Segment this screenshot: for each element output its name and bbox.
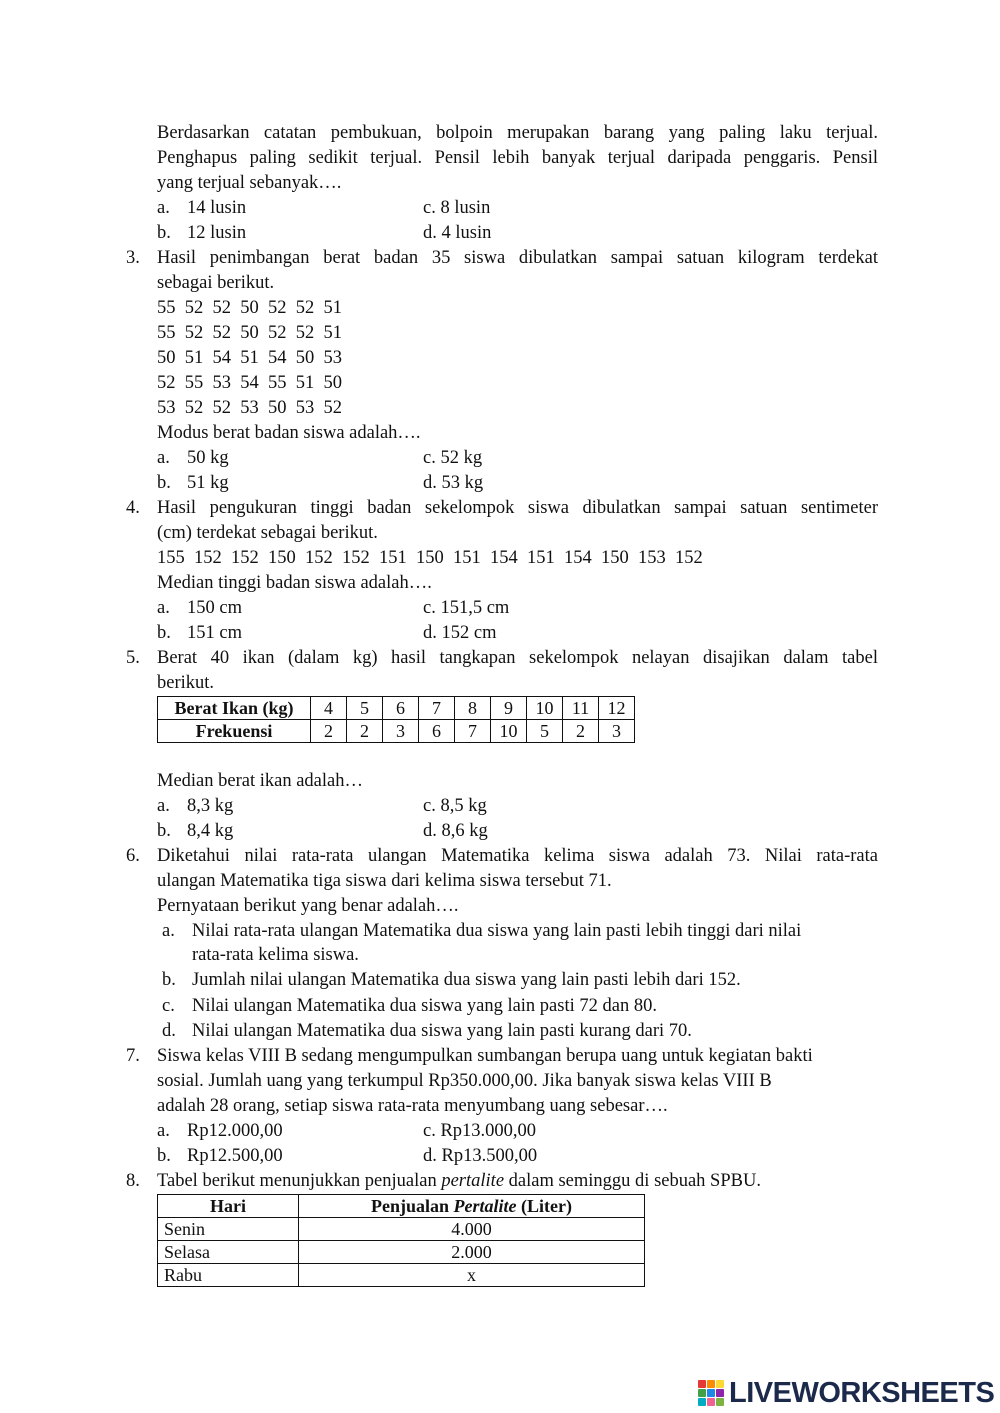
logo-square	[707, 1380, 715, 1388]
question-6-option-d[interactable]	[162, 1019, 862, 1043]
table-row	[158, 1264, 645, 1287]
table-cell: 3	[383, 720, 419, 743]
table-row	[158, 697, 635, 720]
logo-square	[716, 1398, 724, 1406]
table-cell-day: Selasa	[158, 1241, 299, 1264]
question-6-option-a[interactable]	[162, 919, 862, 967]
question-5-option-a[interactable]	[157, 794, 233, 818]
table-row-header: Frekuensi	[158, 720, 311, 743]
logo-square	[716, 1380, 724, 1388]
logo-square	[698, 1389, 706, 1397]
option-text: Rp13.500,00	[441, 1146, 538, 1166]
logo-square	[698, 1398, 706, 1406]
question-8-emphasis: pertalite	[441, 1171, 505, 1191]
question-6-option-b[interactable]	[162, 968, 862, 992]
question-4-option-d[interactable]	[423, 621, 496, 645]
option-text: Rp13.000,00	[440, 1121, 537, 1141]
question-6-line-2: ulangan Matematika tiga siswa dari kelima siswa tersebut 71.	[157, 871, 612, 891]
table-cell: 7	[455, 720, 491, 743]
table-cell: 10	[491, 720, 527, 743]
option-letter: d.	[423, 473, 437, 493]
column-header-unit: (Liter)	[516, 1196, 572, 1216]
question-3-number: 3.	[126, 248, 140, 268]
pertalite-sales-table	[157, 1194, 645, 1287]
question-6-number: 6.	[126, 846, 140, 866]
option-letter: d.	[423, 623, 437, 643]
logo-square	[698, 1380, 706, 1388]
question-4-prompt: Median tinggi badan siswa adalah….	[157, 573, 432, 593]
table-cell: 3	[599, 720, 635, 743]
logo-square	[707, 1389, 715, 1397]
table-cell: 10	[527, 697, 563, 720]
intro-option-a[interactable]	[157, 196, 246, 220]
fish-weight-table	[157, 696, 635, 743]
question-3-data-row: 52 55 53 54 55 51 50	[157, 373, 342, 393]
table-cell: 7	[419, 697, 455, 720]
question-7-option-d[interactable]	[423, 1144, 537, 1168]
option-letter: b.	[162, 970, 176, 990]
question-7-line-3: adalah 28 orang, setiap siswa rata-rata menyumbang uang sebesar….	[157, 1096, 668, 1116]
table-row	[158, 1218, 645, 1241]
option-letter: b.	[157, 473, 171, 493]
table-cell: 6	[383, 697, 419, 720]
question-7-line-1: Siswa kelas VIII B sedang mengumpulkan sumbangan berupa uang untuk kegiatan bakti	[157, 1046, 813, 1066]
option-letter: d.	[423, 1146, 437, 1166]
option-text: 151 cm	[187, 623, 242, 643]
option-letter: c.	[423, 796, 436, 816]
question-6-line-3: Pernyataan berikut yang benar adalah….	[157, 896, 459, 916]
table-cell: 11	[563, 697, 599, 720]
table-cell: 12	[599, 697, 635, 720]
option-text: 12 lusin	[187, 223, 247, 243]
question-5-line-1: Berat 40 ikan (dalam kg) hasil tangkapan sekelompok nelayan disajikan dalam tabel	[157, 648, 878, 668]
table-cell: 2	[311, 720, 347, 743]
question-5-option-d[interactable]	[423, 819, 488, 843]
question-3-data-row: 55 52 52 50 52 52 51	[157, 298, 342, 318]
question-8-number: 8.	[126, 1171, 140, 1191]
question-7-line-2: sosial. Jumlah uang yang terkumpul Rp350.000,00. Jika banyak siswa kelas VIII B	[157, 1071, 772, 1091]
option-text: 52 kg	[440, 448, 483, 468]
option-text: Rp12.000,00	[187, 1121, 283, 1141]
option-text: 8,5 kg	[440, 796, 487, 816]
table-header-row	[158, 1195, 645, 1218]
option-letter: c.	[423, 1121, 436, 1141]
option-text: 8,3 kg	[187, 796, 234, 816]
question-7-option-a[interactable]	[157, 1119, 283, 1143]
question-3-option-d[interactable]	[423, 471, 483, 495]
liveworksheets-logo-icon	[698, 1380, 726, 1406]
option-letter: a.	[157, 448, 170, 468]
question-6-line-1: Diketahui nilai rata-rata ulangan Matematika kelima siswa adalah 73. Nilai rata-rata	[157, 846, 878, 866]
table-cell-day: Rabu	[158, 1264, 299, 1287]
question-4-line-2: (cm) terdekat sebagai berikut.	[157, 523, 378, 543]
option-text: 150 cm	[187, 598, 242, 618]
question-3-data-row: 55 52 52 50 52 52 51	[157, 323, 342, 343]
option-text: Nilai ulangan Matematika dua siswa yang lain pasti kurang dari 70.	[192, 1021, 692, 1041]
liveworksheets-logo[interactable]	[698, 1378, 994, 1408]
option-text: 51 kg	[187, 473, 229, 493]
option-letter: b.	[157, 821, 171, 841]
option-letter: a.	[157, 598, 170, 618]
option-letter: c.	[423, 198, 436, 218]
option-letter: c.	[162, 996, 175, 1016]
table-cell-value: x	[299, 1264, 645, 1287]
intro-line-2: Penghapus paling sedikit terjual. Pensil lebih banyak terjual daripada penggaris. Pensil	[157, 148, 878, 168]
table-cell: 8	[455, 697, 491, 720]
question-3-data-row: 53 52 52 53 50 53 52	[157, 398, 342, 418]
option-text: 4 lusin	[441, 223, 492, 243]
intro-option-b[interactable]	[157, 221, 246, 245]
option-text: Nilai rata-rata ulangan Matematika dua siswa yang lain pasti lebih tinggi dari nilai	[192, 921, 802, 941]
intro-line-3: yang terjual sebanyak….	[157, 173, 342, 193]
option-letter: d.	[423, 223, 437, 243]
table-cell: 2	[347, 720, 383, 743]
option-text: 50 kg	[187, 448, 229, 468]
table-cell: 4	[311, 697, 347, 720]
question-3-line-2: sebagai berikut.	[157, 273, 275, 293]
question-4-option-a[interactable]	[157, 596, 242, 620]
table-cell: 2	[563, 720, 599, 743]
option-text: Jumlah nilai ulangan Matematika dua siswa yang lain pasti lebih dari 152.	[192, 970, 741, 990]
option-text: 151,5 cm	[440, 598, 510, 618]
option-text: 8 lusin	[440, 198, 491, 218]
option-text: 152 cm	[441, 623, 497, 643]
logo-text: LIVEWORKSHEETS	[729, 1376, 995, 1409]
question-4-number: 4.	[126, 498, 140, 518]
intro-option-c[interactable]	[423, 196, 490, 220]
question-3-option-b[interactable]	[157, 471, 229, 495]
column-header-text: Penjualan	[371, 1196, 454, 1216]
option-letter: d.	[162, 1021, 176, 1041]
table-row	[158, 720, 635, 743]
option-letter: b.	[157, 623, 171, 643]
logo-square	[716, 1389, 724, 1397]
option-letter: a.	[157, 1121, 170, 1141]
option-letter: a.	[162, 921, 175, 941]
question-6-option-c[interactable]	[162, 994, 862, 1018]
table-cell: 5	[527, 720, 563, 743]
table-row-header: Berat Ikan (kg)	[158, 697, 311, 720]
column-header-emphasis: Pertalite	[453, 1196, 517, 1216]
intro-line-1: Berdasarkan catatan pembukuan, bolpoin merupakan barang yang paling laku terjual.	[157, 123, 878, 143]
question-8-line-1	[157, 1169, 761, 1193]
column-header-day: Hari	[158, 1195, 299, 1218]
question-4-line-1: Hasil pengukuran tinggi badan sekelompok siswa dibulatkan sampai satuan sentimeter	[157, 498, 878, 518]
question-4-option-c[interactable]	[423, 596, 509, 620]
option-text: Nilai ulangan Matematika dua siswa yang lain pasti 72 dan 80.	[192, 996, 657, 1016]
option-letter: b.	[157, 1146, 171, 1166]
question-4-data-row: 155 152 152 150 152 152 151 150 151 154 151 154 150 153 152	[157, 548, 703, 568]
table-cell-value: 4.000	[299, 1218, 645, 1241]
option-text: Rp12.500,00	[187, 1146, 283, 1166]
question-3-prompt: Modus berat badan siswa adalah….	[157, 423, 421, 443]
option-letter: a.	[157, 198, 170, 218]
option-text: 14 lusin	[187, 198, 247, 218]
table-cell-value: 2.000	[299, 1241, 645, 1264]
column-header-sales	[299, 1195, 645, 1218]
table-cell: 6	[419, 720, 455, 743]
question-8-text-end: dalam seminggu di sebuah SPBU.	[504, 1171, 761, 1191]
option-letter: a.	[157, 796, 170, 816]
question-5-option-c[interactable]	[423, 794, 487, 818]
option-text: 53 kg	[441, 473, 484, 493]
question-5-line-2: berikut.	[157, 673, 215, 693]
option-letter: c.	[423, 448, 436, 468]
question-3-line-1: Hasil penimbangan berat badan 35 siswa dibulatkan sampai satuan kilogram terdekat	[157, 248, 878, 268]
table-cell: 9	[491, 697, 527, 720]
intro-option-d[interactable]	[423, 221, 491, 245]
question-5-prompt: Median berat ikan adalah…	[157, 771, 363, 791]
option-text-continued: rata-rata kelima siswa.	[192, 945, 359, 965]
question-3-data-row: 50 51 54 51 54 50 53	[157, 348, 342, 368]
table-cell: 5	[347, 697, 383, 720]
question-5-option-b[interactable]	[157, 819, 233, 843]
option-text: 8,4 kg	[187, 821, 234, 841]
question-3-option-a[interactable]	[157, 446, 229, 470]
question-7-number: 7.	[126, 1046, 140, 1066]
question-5-number: 5.	[126, 648, 140, 668]
table-row	[158, 1241, 645, 1264]
table-cell-day: Senin	[158, 1218, 299, 1241]
question-4-option-b[interactable]	[157, 621, 242, 645]
logo-square	[707, 1398, 715, 1406]
question-8-text: Tabel berikut menunjukkan penjualan	[157, 1171, 442, 1191]
option-letter: c.	[423, 598, 436, 618]
question-3-option-c[interactable]	[423, 446, 482, 470]
option-text: 8,6 kg	[441, 821, 488, 841]
option-letter: b.	[157, 223, 171, 243]
question-7-option-c[interactable]	[423, 1119, 536, 1143]
option-letter: d.	[423, 821, 437, 841]
question-7-option-b[interactable]	[157, 1144, 283, 1168]
